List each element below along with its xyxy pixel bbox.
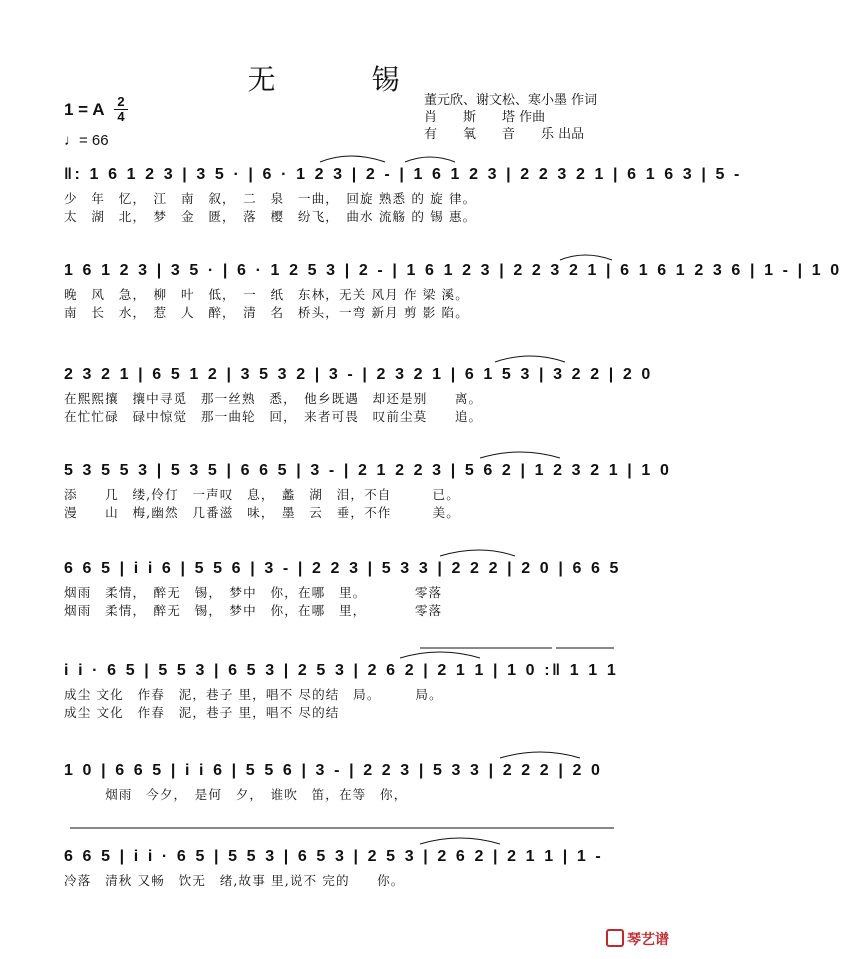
score-system-1	[64, 160, 742, 226]
tempo-marking: ♩= 66	[64, 132, 109, 149]
time-signature-bottom: 4	[117, 109, 125, 124]
notes-line: ‖: 1 6 1 2 3 | 3 5 · | 6 · 1 2 3 | 2 - | 1 6 1 2 3 | 2 2 3 2 1 | 6 1 6 3 | 5 -	[64, 166, 742, 183]
lyrics-verse-1: 在熙熙攘 攘中寻觅 那一丝熟 悉， 他乡既遇 却还是别 离。	[64, 391, 483, 406]
credit-publisher: 有 氧 音 乐 出品	[424, 127, 585, 142]
watermark-logo	[606, 929, 669, 949]
lyrics-verse-2: 太 湖 北， 梦 金 匮， 落 樱 纷飞， 曲水 流觞 的 锡 惠。	[64, 209, 477, 224]
score-system-8	[64, 842, 620, 890]
time-signature	[114, 96, 128, 123]
lyrics-verse-2: 在忙忙碌 碌中惊觉 那一曲轮 回， 来者可畏 叹前尘莫 追。	[64, 409, 483, 424]
credits-block	[424, 92, 597, 143]
score-title: 无 锡	[247, 63, 434, 96]
score-system-6	[64, 656, 620, 722]
watermark-text: 琴艺谱	[627, 932, 669, 948]
notes-line: 2 3 2 1 | 6 5 1 2 | 3 5 3 2 | 3 - | 2 3 2 1 | 6 1 5 3 | 3 2 2 | 2 0	[64, 366, 653, 383]
lyrics-verse-1: 晚 风 急， 柳 叶 低， 一 纸 东林，无关 风月 作 梁 溪。	[64, 287, 469, 302]
lyrics-verse-1: 烟雨 今夕， 是何 夕， 谁吹 笛，在等 你，	[64, 787, 408, 802]
time-signature-top: 2	[117, 94, 125, 109]
notes-line: 5 3 5 5 3 | 5 3 5 | 6 6 5 | 3 - | 2 1 2 2 3 | 5 6 2 | 1 2 3 2 1 | 1 0	[64, 462, 672, 479]
credit-lyricist: 董元欣、谢文松、寒小墨 作词	[424, 93, 598, 108]
lyrics-verse-2: 烟雨 柔情， 醉无 锡， 梦中 你，在哪 里， 零落	[64, 603, 443, 618]
lyrics-verse-1: 成尘 文化 作春 泥，巷子 里，唱不 尽的结 局。 局。	[64, 687, 443, 702]
notes-line: 6 6 5 | i i · 6 5 | 5 5 3 | 6 5 3 | 2 5 3 | 2 6 2 | 2 1 1 | 1 -	[64, 848, 604, 865]
credit-composer: 肖 斯 塔 作曲	[424, 110, 546, 125]
lyrics-verse-1: 烟雨 柔情， 醉无 锡， 梦中 你，在哪 里。 零落	[64, 585, 443, 600]
score-system-4	[64, 456, 672, 522]
notes-line: i i · 6 5 | 5 5 3 | 6 5 3 | 2 5 3 | 2 6 2 | 2 1 1 | 1 0 :‖ 1 1 1	[64, 662, 619, 679]
lyrics-verse-1: 添 几 缕,伶仃 一声叹 息， 蠡 湖 泪，不自 已。	[64, 487, 460, 502]
notes-line: 1 6 1 2 3 | 3 5 · | 6 · 1 2 5 3 | 2 - | 1 6 1 2 3 | 2 2 3 2 1 | 6 1 6 1 2 3 6 | 1 - | 1 0	[64, 262, 842, 279]
key-signature: 1 = A	[64, 100, 105, 119]
logo-mark-icon	[606, 929, 624, 947]
lyrics-verse-2: 漫 山 梅,幽然 几番滋 味， 墨 云 垂，不作 美。	[64, 505, 460, 520]
lyrics-verse-1: 少 年 忆， 江 南 叙， 二 泉 一曲， 回旋 熟悉 的 旋 律。	[64, 191, 477, 206]
notes-line: 1 0 | 6 6 5 | i i 6 | 5 5 6 | 3 - | 2 2 3 | 5 3 3 | 2 2 2 | 2 0	[64, 762, 603, 779]
lyrics-verse-2: 南 长 水， 惹 人 醉， 清 名 桥头，一弯 新月 剪 影 陷。	[64, 305, 469, 320]
score-system-5	[64, 554, 620, 620]
lyrics-verse-2: 成尘 文化 作春 泥，巷子 里，唱不 尽的结	[64, 705, 340, 720]
lyrics-verse-1: 冷落 清秋 又畅 饮无 绪,故事 里,说不 完的 你。	[64, 873, 405, 888]
score-system-3	[64, 360, 653, 426]
score-system-7	[64, 756, 620, 804]
score-system-2	[64, 256, 842, 322]
notes-line: 6 6 5 | i i 6 | 5 5 6 | 3 - | 2 2 3 | 5 3 3 | 2 2 2 | 2 0 | 6 6 5	[64, 560, 622, 577]
